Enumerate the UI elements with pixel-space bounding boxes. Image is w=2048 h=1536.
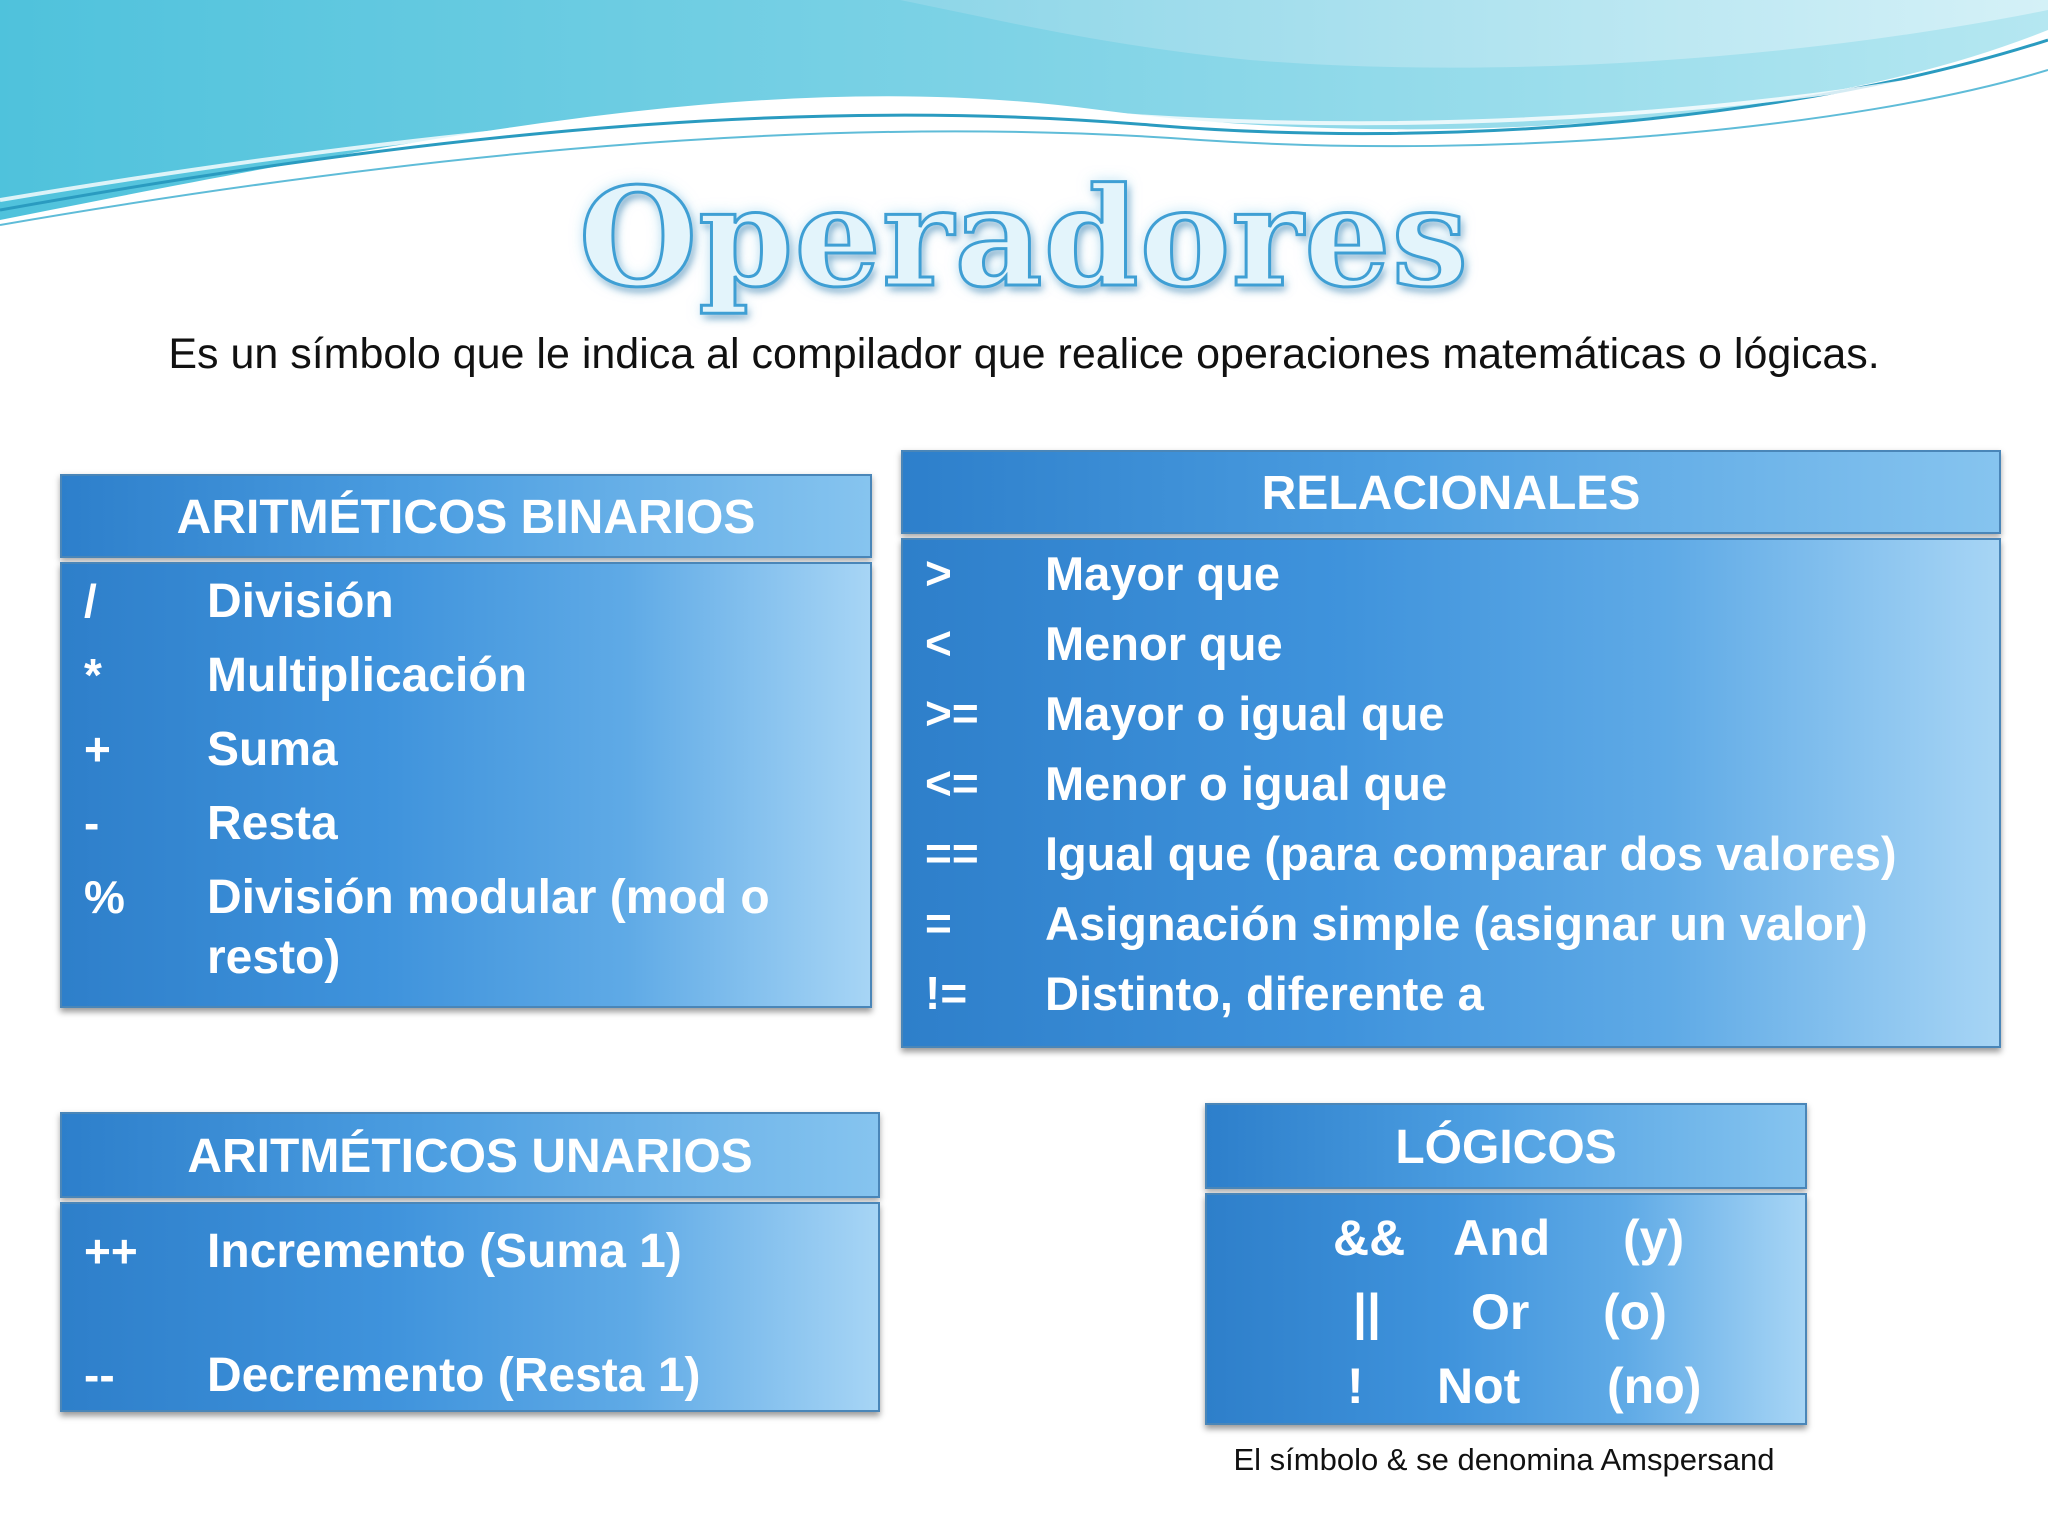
list-item bbox=[903, 546, 1999, 606]
unary-arithmetic-header: ARITMÉTICOS UNARIOS bbox=[60, 1112, 880, 1198]
list-item bbox=[62, 1348, 878, 1408]
operator-description: Multiplicación bbox=[207, 649, 528, 702]
operator-symbol: * bbox=[84, 649, 102, 701]
list-item bbox=[903, 826, 1999, 886]
page-subtitle: Es un símbolo que le indica al compilador que realice operaciones matemáticas o lógicas. bbox=[168, 330, 1880, 378]
operator-description: Mayor o igual que bbox=[1045, 687, 1445, 740]
operator-description: Resta bbox=[207, 797, 338, 850]
operator-name: Or bbox=[1471, 1284, 1530, 1340]
binary-arithmetic-header: ARITMÉTICOS BINARIOS bbox=[60, 474, 872, 558]
operator-description: Menor o igual que bbox=[1045, 757, 1448, 810]
list-item bbox=[903, 686, 1999, 746]
operator-symbol: ++ bbox=[84, 1225, 138, 1277]
operator-symbol: ! bbox=[1347, 1358, 1364, 1414]
list-item bbox=[62, 722, 870, 782]
list-item bbox=[903, 756, 1999, 816]
binary-arithmetic-box bbox=[60, 474, 872, 1008]
operator-symbol: % bbox=[84, 871, 125, 923]
operator-symbol: -- bbox=[84, 1349, 115, 1401]
operator-meaning: (y) bbox=[1623, 1210, 1685, 1266]
unary-arithmetic-box bbox=[60, 1112, 880, 1412]
logical-body bbox=[1205, 1193, 1807, 1425]
operator-description-continued: resto) bbox=[207, 931, 341, 984]
operator-symbol: + bbox=[84, 723, 111, 775]
operator-symbol: < bbox=[925, 617, 952, 669]
operator-description: Igual que (para comparar dos valores) bbox=[1045, 827, 1897, 880]
footnote: El símbolo & se denomina Amspersand bbox=[1233, 1442, 1775, 1477]
logical-box bbox=[1205, 1103, 1807, 1425]
operator-symbol: > bbox=[925, 547, 952, 599]
operator-symbol: != bbox=[925, 967, 968, 1019]
operator-description: División modular (mod o bbox=[207, 871, 770, 924]
operator-symbol: == bbox=[925, 827, 979, 879]
operator-symbol: = bbox=[925, 897, 952, 949]
operator-description: Mayor que bbox=[1045, 547, 1281, 600]
logical-header: LÓGICOS bbox=[1205, 1103, 1807, 1189]
list-item bbox=[62, 574, 870, 634]
operator-symbol: / bbox=[84, 575, 97, 627]
operator-symbol: >= bbox=[925, 687, 979, 739]
operator-symbol: <= bbox=[925, 757, 979, 809]
operator-description: Asignación simple (asignar un valor) bbox=[1045, 897, 1868, 950]
operator-symbol: && bbox=[1333, 1210, 1406, 1266]
page-title: Operadores bbox=[578, 158, 1470, 318]
list-item bbox=[62, 796, 870, 856]
list-item bbox=[62, 648, 870, 708]
operator-description: Decremento (Resta 1) bbox=[207, 1349, 701, 1402]
operator-description: Incremento (Suma 1) bbox=[207, 1225, 682, 1278]
operator-meaning: (no) bbox=[1607, 1358, 1702, 1414]
operator-symbol: - bbox=[84, 797, 100, 849]
list-item bbox=[62, 1224, 878, 1284]
operator-description: División bbox=[207, 575, 394, 628]
unary-arithmetic-body bbox=[60, 1202, 880, 1412]
operator-description: Suma bbox=[207, 723, 338, 776]
operator-name: And bbox=[1453, 1210, 1551, 1266]
relational-header: RELACIONALES bbox=[901, 450, 2001, 534]
list-item bbox=[903, 966, 1999, 1026]
operator-name: Not bbox=[1437, 1358, 1521, 1414]
relational-body bbox=[901, 538, 2001, 1048]
operator-description: Distinto, diferente a bbox=[1045, 967, 1484, 1020]
list-item bbox=[62, 870, 870, 1000]
operator-symbol: || bbox=[1353, 1284, 1381, 1340]
binary-arithmetic-body bbox=[60, 562, 872, 1008]
list-item bbox=[903, 616, 1999, 676]
operator-description: Menor que bbox=[1045, 617, 1283, 670]
relational-box bbox=[901, 450, 2001, 1048]
operator-meaning: (o) bbox=[1603, 1284, 1667, 1340]
list-item bbox=[903, 896, 1999, 956]
